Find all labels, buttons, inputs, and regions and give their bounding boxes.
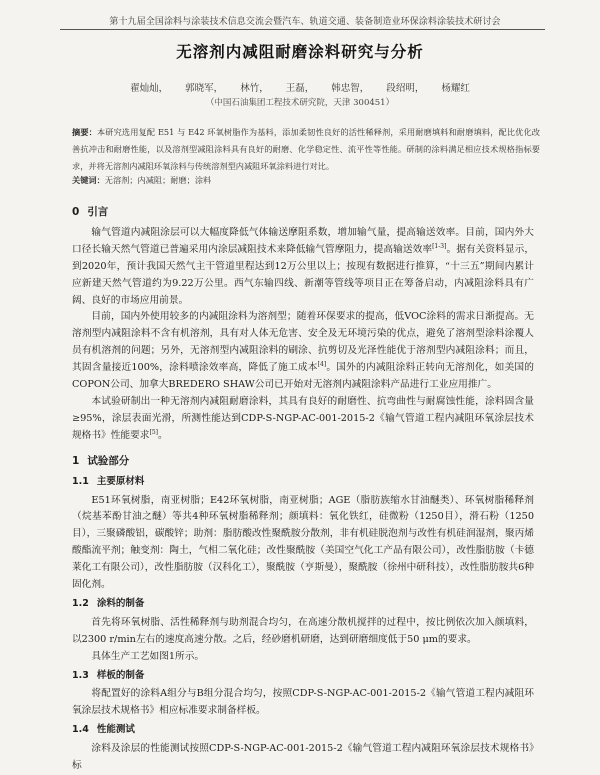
author-list: 翟灿灿， 郭晓军， 林竹， 王磊， 韩忠智， 段绍明， 杨耀红 xyxy=(130,83,470,94)
paper-title: 无溶剂内减阻耐磨涂料研究与分析 xyxy=(176,43,424,61)
paragraph: 本试验研制出一种无溶剂内减阻耐磨涂料，其具有良好的耐磨性、抗弯曲性与耐腐蚀性能，涂料固含量≥95%，涂层表面光滑，所测性能达到CDP-S-NGP-AC-001-2015-2《输气管道工程内减阻环氧涂层技术规格书》性能要求[5]。 xyxy=(72,395,534,441)
abstract xyxy=(72,124,540,175)
paragraph: E51环氧树脂，南亚树脂；E42环氧树脂，南亚树脂；AGE（脂肪族缩水甘油醚类）、环氧树脂稀释剂（烷基苯酚甘油之醚）等共4种环氧树脂稀释剂；颜填料：氧化铁红，硅微粉（1250目），滑石粉（1250目），三聚磷酸铝，碳酸锌；助剂：脂肪酸改性聚酰胺分散剂，非有机硅脱泡剂与改性有机硅润湿剂，聚丙烯酸酯流平剂；触变剂：陶土，气相二氧化硅；改性聚酰胺（美国空气化工产品有限公司），改性脂肪胺（卡德莱化工有限公司），改性脂肪胺（汉科化工），聚酰胺（亨斯曼），聚酰胺（徐州中研科技），改性脂肪胺共6种固化剂。 xyxy=(72,494,534,591)
section-heading-intro: 0 引言 xyxy=(72,206,109,218)
keywords-label: 关键词： xyxy=(72,175,105,185)
subsection-heading-materials: 1.1 主要原材料 xyxy=(72,475,145,487)
subsection-heading-preparation: 1.2 涂料的制备 xyxy=(72,597,145,609)
citation: [1-3] xyxy=(432,242,447,250)
paragraph: 将配置好的涂料A组分与B组分混合均匀，按照CDP-S-NGP-AC-001-2015-2《输气管道工程内减阻环氧涂层技术规格书》相应标准要求制备样板。 xyxy=(72,688,534,717)
author: 杨耀红 xyxy=(441,83,470,94)
paragraph: 首先将环氧树脂、活性稀释剂与助剂混合均匀，在高速分散机搅拌的过程中，按比例依次加入颜填料，以2300 r/min左右的速度高速分散。之后，经砂磨机研磨，达到研磨细度低于50 μm的要求。 xyxy=(72,616,534,645)
paragraph: 涂料及涂层的性能测试按照CDP-S-NGP-AC-001-2015-2《输气管道工程内减阻环氧涂层技术规格书》标 xyxy=(72,743,534,772)
abstract-text: 本研究选用复配 E51 与 E42 环氧树脂作为基料，添加柔韧性良好的活性稀释剂，采用耐磨填料和耐磨填料，配比优化改善抗冲击和耐磨性能，以及溶剂型减阻涂料具有良好的耐磨、化学稳定性、流平性等性能。研制的涂料满足相应技术规格指标要求，并将无溶剂内减阻环氧涂料与传统溶剂型内减阻环氧涂料进行对比。 xyxy=(72,127,540,171)
body-text xyxy=(72,196,534,775)
author: 韩忠智 xyxy=(331,83,360,94)
citation: [4] xyxy=(317,360,327,368)
section-heading-experiment: 1 试验部分 xyxy=(72,454,130,467)
keywords-text: 无溶剂；内减阻；耐磨；涂料 xyxy=(104,175,212,185)
author: 翟灿灿 xyxy=(130,83,159,94)
header-rule xyxy=(60,29,545,30)
subsection-heading-testing: 1.4 性能测试 xyxy=(72,724,135,736)
author: 郭晓军 xyxy=(185,83,214,94)
running-head: 第十九届全国涂料与涂装技术信息交流会暨汽车、轨道交通、装备制造业环保涂料涂装技术研讨会 xyxy=(109,17,501,27)
paragraph: 输气管道内减阻涂层可以大幅度降低气体输送摩阻系数，增加输气量，提高输送效率。目前，国内外大口径长输天然气管道已普遍采用内涂层减阻技术来降低输气管摩阻力，提高输送效率[1-3]。据有关资料显示，到2020年，预计我国天然气主干管道里程达到12万公里以上；按现有数据进行推算，“十三五”期间内累计应新建天然气管道约为9.22万公里。西气东输四线、新潮等管线等项目正在筹备启动，内减阻涂料具有广阔、良好的市场应用前景。 xyxy=(72,226,535,306)
paragraph: 具体生产工艺如图1所示。 xyxy=(91,650,205,662)
subsection-heading-sample: 1.3 样板的制备 xyxy=(72,669,145,681)
affiliation: （中国石油集团工程技术研究院，天津 300451） xyxy=(205,98,395,108)
keywords xyxy=(72,175,540,186)
author: 林竹 xyxy=(240,83,260,94)
author: 王磊 xyxy=(285,83,305,94)
abstract-label: 摘要： xyxy=(72,127,97,137)
paragraph: 目前，国内外使用较多的内减阻涂料为溶剂型；随着环保要求的提高，低VOC涂料的需求日渐提高。无溶剂型内减阻涂料不含有机溶剂，具有对人体无危害、安全及无环境污染的优点，避免了溶剂型涂料涂覆人员有机溶剂的问题；另外，无溶剂型内减阻涂料的刷涂、抗剪切及光泽性能优于溶剂型内减阻涂料；而且，其固含量接近100%，涂料喷涂效率高，降低了施工成本[4]。国外的内减阻涂料正转向无溶剂化，如美国的COPON公司、加拿大BREDERO SHAW公司已开始对无溶剂内减阻涂料产品进行工业应用推广。 xyxy=(72,311,534,391)
author: 段绍明 xyxy=(386,83,415,94)
citation: [5] xyxy=(149,428,158,436)
